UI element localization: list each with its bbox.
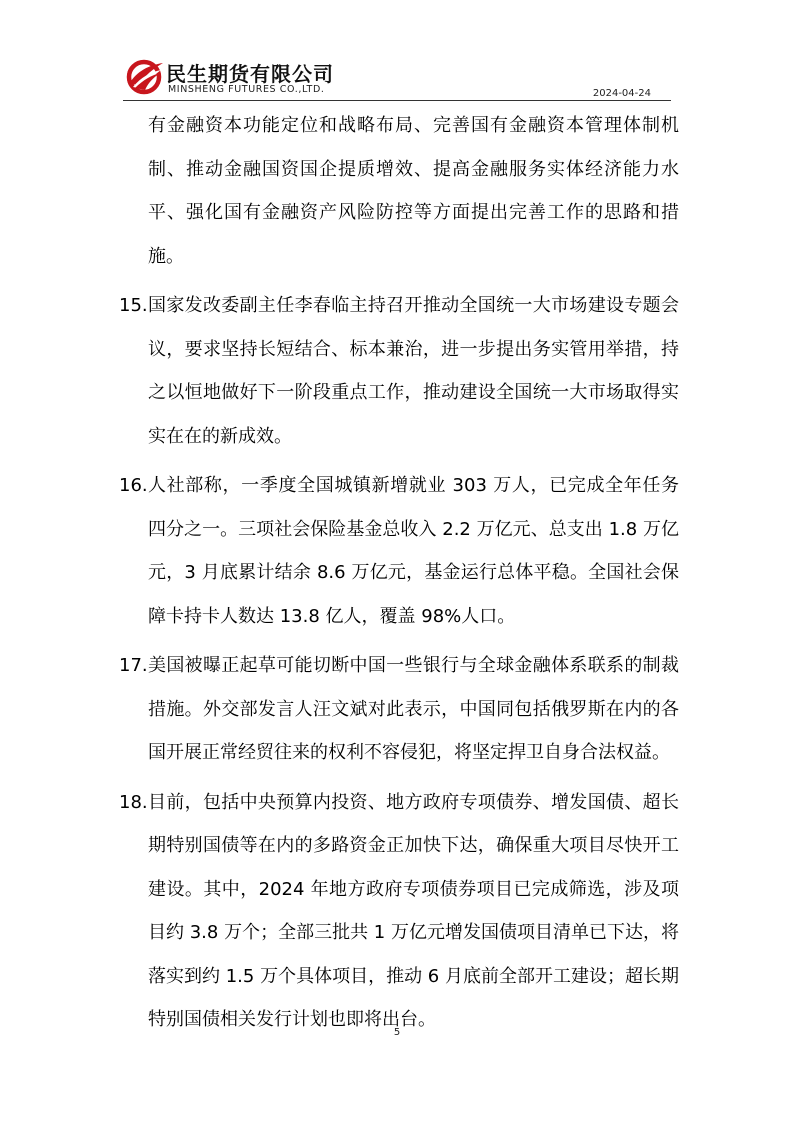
paragraph-continuation [119, 104, 679, 278]
header-divider [123, 100, 671, 101]
paragraph-text: 有金融资本功能定位和战略布局、完善国有金融资本管理体制机制、推动金融国资国企提质增效、提高金融服务实体经济能力水平、强化国有金融资产风险防控等方面提出完善工作的思路和措施。 [148, 115, 679, 267]
paragraph-text: 美国被曝正起草可能切断中国一些银行与全球金融体系联系的制裁措施。外交部发言人汪文斌对此表示，中国同包括俄罗斯在内的各国开展正常经贸往来的权利不容侵犯，将坚定捍卫自身合法权益。 [148, 655, 679, 763]
paragraph-text: 人社部称，一季度全国城镇新增就业 303 万人，已完成全年任务四分之一。三项社会保险基金总收入 2.2 万亿元、总支出 1.8 万亿元，3 月底累计结余 8.6 万亿元，基金运行总体平稳。全国社会保障卡持卡人数达 13.8 亿人，覆盖 98%人口。 [148, 475, 679, 627]
page-header [123, 54, 671, 100]
company-name-cn: 民生期货有限公司 [166, 62, 334, 86]
item-number: 15. [119, 295, 148, 316]
minsheng-logo-icon [125, 57, 165, 95]
document-body [119, 104, 679, 1042]
paragraph-text: 国家发改委副主任李春临主持召开推动全国统一大市场建设专题会议，要求坚持长短结合、标本兼治，进一步提出务实管用举措，持之以恒地做好下一阶段重点工作，推动建设全国统一大市场取得实实在在的新成效。 [148, 295, 679, 447]
item-number: 16. [119, 475, 148, 496]
news-item-18 [119, 781, 679, 1042]
report-date: 2024-04-24 [592, 88, 651, 99]
page-number: 5 [393, 1027, 401, 1038]
news-item-17 [119, 644, 679, 775]
news-item-16 [119, 464, 679, 638]
paragraph-text: 目前，包括中央预算内投资、地方政府专项债券、增发国债、超长期特别国债等在内的多路资金正加快下达，确保重大项目尽快开工建设。其中，2024 年地方政府专项债券项目已完成筛选，涉及项目约 3.8 万个；全部三批共 1 万亿元增发国债项目清单已下达，将落实到约 1.5 万个具体项目，推动 6 月底前全部开工建设；超长期特别国债相关发行计划也即将出台。 [148, 791, 679, 1030]
item-number: 18. [119, 791, 148, 813]
company-name-en: MINSHENG FUTURES CO.,LTD. [168, 84, 325, 95]
news-item-15 [119, 284, 679, 458]
item-number: 17. [119, 655, 148, 676]
